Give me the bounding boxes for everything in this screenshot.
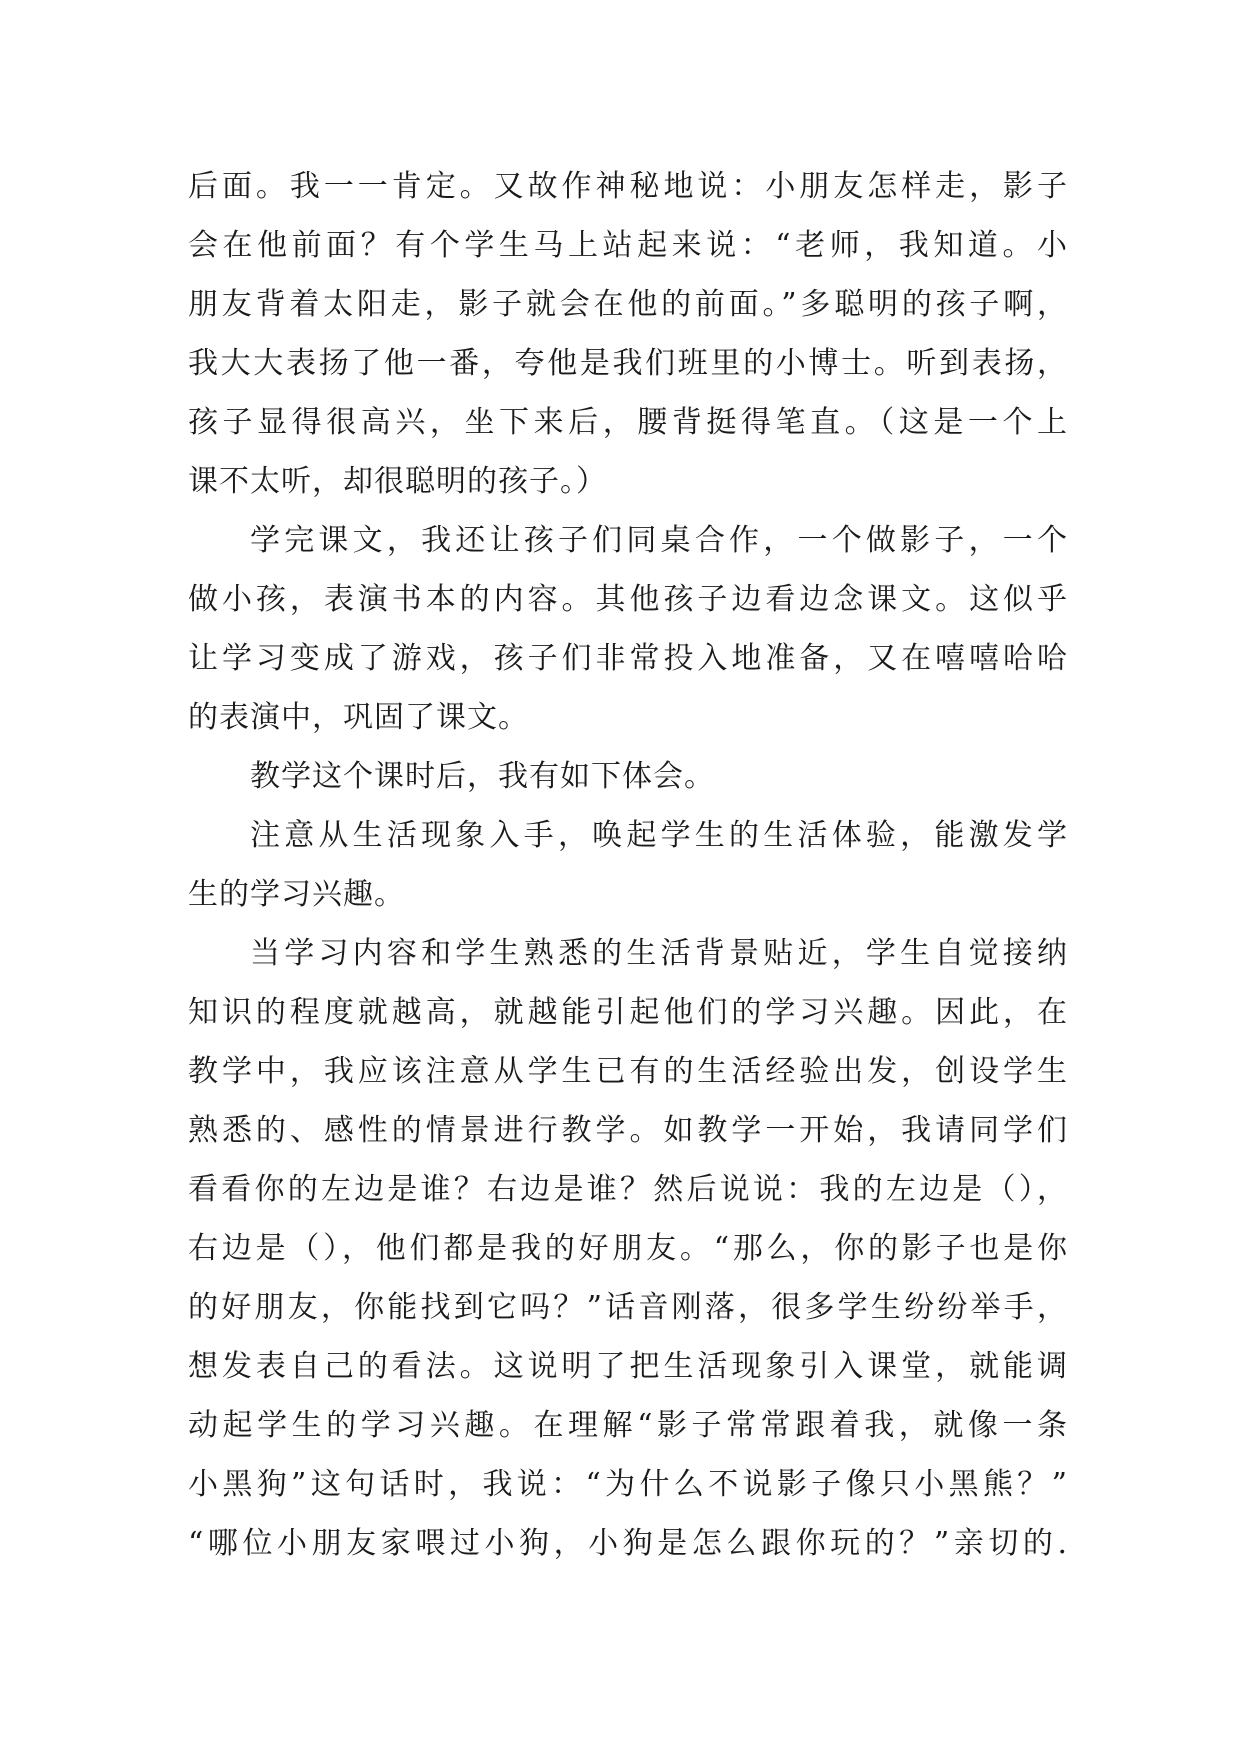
text-line: 生的学习兴趣。 [188,877,405,912]
text-line: 知识的程度就越高，就越能引起他们的学习兴趣。因此，在 [188,995,1068,1030]
text-line: 学完课文，我还让孩子们同桌合作，一个做影子，一个 [250,523,1068,558]
text-line: 教学中，我应该注意从学生已有的生活经验出发，创设学生 [188,1054,1068,1089]
text-line: 右边是（），他们都是我的好朋友。“那么，你的影子也是你 [188,1231,1068,1266]
text-line: 我大大表扬了他一番，夸他是我们班里的小博士。听到表扬， [188,346,1068,381]
text-line: 后面。我一一肯定。又故作神秘地说：小朋友怎样走，影子 [188,169,1068,204]
text-line: 教学这个课时后，我有如下体会。 [250,759,715,794]
text-line: 的好朋友，你能找到它吗？”话音刚落，很多学生纷纷举手， [188,1290,1068,1325]
text-line: 熟悉的、感性的情景进行教学。如教学一开始，我请同学们 [188,1113,1068,1148]
text-line: 孩子显得很高兴，坐下来后，腰背挺得笔直。（这是一个上 [188,405,1068,440]
text-line: 想发表自己的看法。这说明了把生活现象引入课堂，就能调 [188,1349,1068,1384]
text-line: 小黑狗”这句话时，我说：“为什么不说影子像只小黑熊？” [188,1467,1068,1502]
text-line: 课不太听，却很聪明的孩子。） [188,464,607,499]
body-text [188,157,1068,1573]
text-line: 朋友背着太阳走，影子就会在他的前面。”多聪明的孩子啊， [188,287,1068,322]
text-line: 的表演中，巩固了课文。 [188,700,529,735]
text-line: 注意从生活现象入手，唤起学生的生活体验，能激发学 [250,818,1068,853]
text-line: 动起学生的学习兴趣。在理解“影子常常跟着我，就像一条 [188,1408,1068,1443]
text-line: 会在他前面？有个学生马上站起来说：“老师，我知道。小 [188,228,1068,263]
text-line: 做小孩，表演书本的内容。其他孩子边看边念课文。这似乎 [188,582,1068,617]
text-line: 当学习内容和学生熟悉的生活背景贴近，学生自觉接纳 [250,936,1068,971]
text-line: 让学习变成了游戏，孩子们非常投入地准备，又在嘻嘻哈哈 [188,641,1068,676]
text-line: 看看你的左边是谁？右边是谁？然后说说：我的左边是（）， [188,1172,1068,1207]
text-line: “哪位小朋友家喂过小狗，小狗是怎么跟你玩的？”亲切的. [188,1526,1068,1561]
